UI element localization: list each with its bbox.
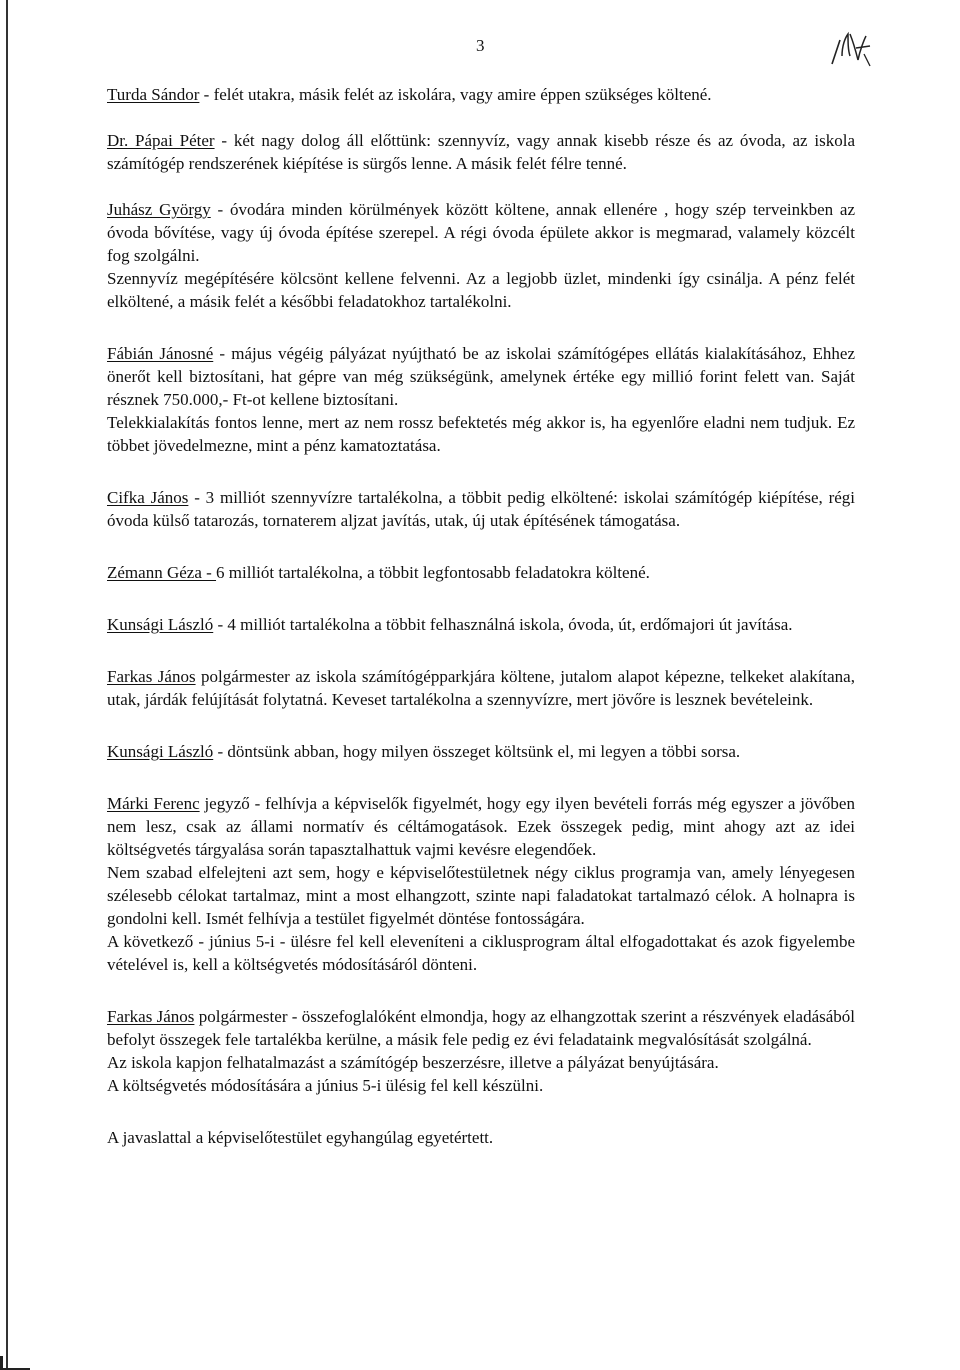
paragraph-text: - döntsünk abban, hogy milyen összeget költsünk el, mi legyen a többi sorsa.	[213, 742, 741, 761]
paragraph-text: jegyző - felhívja a képviselők figyelmét, hogy egy ilyen bevételi forrás még egyszer a jövőben nem lesz, csak az állami normatív és céltámogatások. Ezek összegek pedig, mint ahogy azt az idei költségvetés tárgyalása során tapasztalhattuk vajmi kevésre elegendőek.	[107, 794, 855, 859]
paragraph-text: polgármester - összefoglalóként elmondja, hogy az elhangzottak szerint a részvények eladásából befolyt összegek fele tartalékba kerülne, a másik fele pedig ez évi feladataink megvalósítását szolgálná.	[107, 1007, 855, 1049]
paragraph-text: A javaslattal a képviselőtestület egyhangúlag egyetértett.	[107, 1128, 494, 1147]
paragraph-text: A következő - június 5-i - ülésre fel kell eleveníteni a ciklusprogram által elfogadottakat és azok figyelembe vételével is, kell a költségvetés módosításáról dönteni.	[107, 932, 855, 974]
paragraph-papai	[107, 129, 855, 175]
paragraph-juhasz	[107, 198, 855, 267]
paragraph-marki	[107, 792, 855, 861]
paragraph-text: Az iskola kapjon felhatalmazást a számítógép beszerzésre, illetve a pályázat benyújtására.	[107, 1053, 719, 1072]
paragraph-resolution	[107, 1126, 855, 1149]
paragraph-marki-cont-2	[107, 930, 855, 976]
paragraph-text: A költségvetés módosítására a június 5-i ülésig fel kell készülni.	[107, 1076, 544, 1095]
paragraph-text: - május végéig pályázat nyújtható be az iskolai számítógépes ellátás kialakításához, Ehhez önerőt kell biztosítani, hat gépre van még szükségünk, amelynek értéke egy millió forint felett van. Saját résznek 750.000,- Ft-ot kellene biztosítani.	[107, 344, 855, 409]
paragraph-text: - 3 milliót szennyvízre tartalékolna, a többit pedig elköltené: iskolai számítógép kiépítése, régi óvoda külső tatarozás, tornaterem aljzat javítás, utak, új utak építésének támogatása.	[107, 488, 855, 530]
speaker-name: Zémann Géza -	[107, 563, 217, 582]
speaker-name: Juhász György	[107, 200, 211, 219]
paragraph-fabian-cont	[107, 411, 855, 457]
speaker-name: Farkas János	[107, 667, 196, 686]
speaker-name: Farkas János	[107, 1007, 195, 1026]
paragraph-farkas-2	[107, 1005, 855, 1051]
paragraph-turda	[107, 83, 855, 106]
page-number: 3	[476, 36, 485, 55]
paragraph-text: 6 milliót tartalékolna, a többit legfontosabb feladatokra költené.	[216, 563, 650, 582]
paragraph-marki-cont-1	[107, 861, 855, 930]
speaker-name: Fábián Jánosné	[107, 344, 214, 363]
paragraph-juhasz-cont	[107, 267, 855, 313]
paragraph-text: - óvodára minden körülmények között költene, annak ellenére , hogy szép terveinkben az óvoda bővítése, vagy új óvoda építése szerepel. A régi óvoda épülete akkor is megmarad, valamely közcélt fog szolgálni.	[107, 200, 856, 265]
speaker-name: Dr. Pápai Péter	[107, 131, 215, 150]
paragraph-farkas-2-cont-2	[107, 1074, 855, 1097]
paragraph-text: - felét utakra, másik felét az iskolára, vagy amire éppen szükséges költené.	[199, 85, 712, 104]
paragraph-farkas-1	[107, 665, 855, 711]
speaker-name: Turda Sándor	[107, 85, 200, 104]
speaker-name: Kunsági László	[107, 742, 214, 761]
paragraph-text: polgármester az iskola számítógépparkjára költene, jutalom alapot képezne, telkeket alakítana, utak, járdák felújítását folytatná. Keveset tartalékolna a szennyvízre, mert jövőre is lesznek bevételeink.	[107, 667, 855, 709]
paragraph-text: - 4 milliót tartalékolna a többit felhasználná iskola, óvoda, út, erdőmajori út javítása.	[213, 615, 793, 634]
scan-edge-line	[6, 0, 8, 1370]
speaker-name: Cifka János	[107, 488, 189, 507]
scan-corner-mark	[0, 1356, 30, 1370]
paragraph-text: Szennyvíz megépítésére kölcsönt kellene felvenni. Az a legjobb üzlet, mindenki így csinálja. A pénz felét elköltené, a másik felét a későbbi feladatokhoz tartalékolni.	[107, 269, 855, 311]
paragraph-cifka	[107, 486, 855, 532]
paragraph-text: Nem szabad elfelejteni azt sem, hogy e képviselőtestületnek négy ciklus programja van, amely lényegesen szélesebb célokat tartalmaz, mint a most elhangzott, szinte napi faladatokat tartalmazó célok. A holnapra is gondolni kell. Ismét felhívja a testület figyelmét döntése fontosságára.	[107, 863, 855, 928]
paragraph-text: Telekkialakítás fontos lenne, mert az nem rossz befektetés még akkor is, ha egyenlőre eladni nem tudjuk. Ez többet jövedelmezne, mint a pénz kamatoztatása.	[107, 413, 855, 455]
minutes-body	[107, 83, 855, 1149]
paragraph-kunsagi-2	[107, 740, 855, 763]
paragraph-text: - két nagy dolog áll előttünk: szennyvíz, vagy annak kisebb része és az óvoda, az iskola számítógép rendszerének kiépítése is sürgős lenne. A másik felét félre tenné.	[107, 131, 855, 173]
paragraph-fabian	[107, 342, 855, 411]
paragraph-farkas-2-cont-1	[107, 1051, 855, 1074]
speaker-name: Kunsági László	[107, 615, 214, 634]
speaker-name: Márki Ferenc	[107, 794, 200, 813]
paragraph-zemann	[107, 561, 855, 584]
handwritten-initials	[826, 26, 874, 72]
paragraph-kunsagi-1	[107, 613, 855, 636]
